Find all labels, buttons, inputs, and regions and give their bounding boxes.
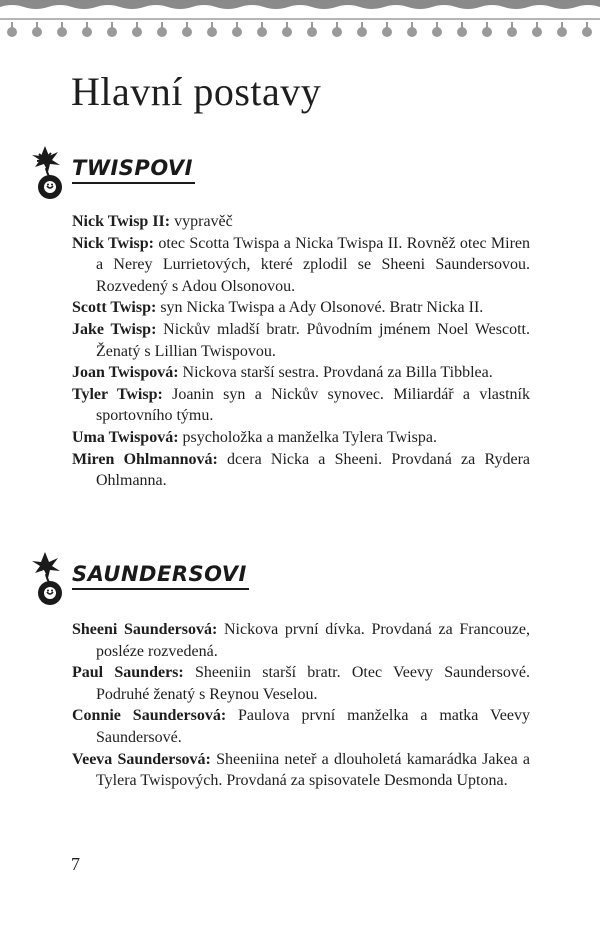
border-ornament [7,27,17,37]
border-ornament [182,27,192,37]
border-ornament [32,27,42,37]
border-ornament [157,27,167,37]
border-ornament [307,27,317,37]
border-ornament [11,22,13,28]
character-list-saundersovi [72,619,530,792]
border-ornament [486,22,488,28]
bomb-icon [28,146,72,200]
border-ornament [57,27,67,37]
section-header-saundersovi [28,552,568,608]
character-name: Sheeni Saundersová: [72,621,218,638]
character-entry [72,362,530,384]
border-ornament [432,27,442,37]
section-header-twispovi [28,146,568,202]
border-ornament [407,27,417,37]
bomb-icon [28,552,72,606]
character-name: Paul Saunders: [72,664,184,682]
character-entry [72,705,530,748]
character-entry [72,427,530,449]
border-ornament [511,22,513,28]
page-number: 7 [71,854,80,874]
border-ornament [82,27,92,37]
border-ornament [136,22,138,28]
character-entry [72,233,530,298]
section-title: SAUNDERSOVI [72,564,247,585]
border-ornament [186,22,188,28]
character-description: syn Nicka Twispa a Ady Olsonové. Bratr Nicka II. [160,299,484,317]
page-title: Hlavní postavy [71,69,322,114]
border-ornament [161,22,163,28]
character-description: Nickova první dívka. Provdaná za Francouze, posléze rozvedená. [96,621,531,660]
border-ornament [207,27,217,37]
character-name: Uma Twispová: [72,428,179,446]
border-ornament [482,27,492,37]
character-description: dcera Nicka a Sheeni. Provdaná za Rydera Ohlmanna. [96,450,531,490]
border-ornament [386,22,388,28]
character-entry [72,619,530,662]
character-description: Joanin syn a Nickův synovec. Miliardář a vlastník sportovního týmu. [96,385,530,425]
character-description: Sheeniin starší bratr. Otec Veevy Saundersové. Podruhé ženatý s Reynou Veselou. [96,664,531,703]
character-name: Nick Twisp II: [72,213,171,230]
character-description: vypravěč [174,213,233,230]
border-ornament [282,27,292,37]
border-ornament [107,27,117,37]
border-ornament [286,22,288,28]
character-name: Nick Twisp: [72,234,154,252]
character-name: Veeva Saundersová: [72,750,211,768]
border-ornament [211,22,213,28]
character-description: psycholožka a manželka Tylera Twispa. [182,428,437,446]
character-entry [72,319,530,362]
border-ornament [382,27,392,37]
character-list-twispovi [72,211,530,492]
border-ornament [507,27,517,37]
character-description: Nickova starší sestra. Provdaná za Billa Tibblea. [182,364,493,382]
border-ornament [61,22,63,28]
section-title: TWISPOVI [72,158,193,179]
decorative-border [0,0,600,48]
character-name: Scott Twisp: [72,299,157,317]
border-ornament [361,22,363,28]
border-ornament [586,22,588,28]
border-ornament [532,27,542,37]
border-ornament [336,22,338,28]
border-ornament [236,22,238,28]
border-ornament [436,22,438,28]
character-entry [72,749,530,792]
border-ornament [557,27,567,37]
border-ornament [332,27,342,37]
border-ornament [536,22,538,28]
border-ornament [311,22,313,28]
border-ornament [582,27,592,37]
border-ornament [111,22,113,28]
border-ornament [561,22,563,28]
border-ornament [232,27,242,37]
character-description: Sheeniina neteř a dlouholetá kamarádka Jakea a Tylera Twispových. Provdaná za spisovatele Desmonda Uptona. [96,750,531,790]
character-name: Jake Twisp: [72,320,157,338]
character-name: Tyler Twisp: [72,385,163,403]
character-entry [72,211,530,233]
border-ornament [457,27,467,37]
character-description: otec Scotta Twispa a Nicka Twispa II. Rovněž otec Miren a Nerey Lurrietových, které zplodil se Sheeni Saundersovou. Rozvedený s Adou Olsonovou. [96,234,531,295]
character-name: Miren Ohlmannová: [72,450,218,468]
border-ornament [132,27,142,37]
border-ornament [261,22,263,28]
character-entry [72,662,530,705]
border-ornament [461,22,463,28]
border-ornament [36,22,38,28]
character-entry [72,449,530,492]
character-name: Connie Saundersová: [72,707,227,725]
border-ornament [357,27,367,37]
border-ornament [257,27,267,37]
border-ornament [86,22,88,28]
character-name: Joan Twispová: [72,364,179,382]
character-entry [72,384,530,427]
border-ornament [411,22,413,28]
character-entry [72,297,530,319]
character-description: Paulova první manželka a matka Veevy Saundersové. [96,707,530,746]
character-description: Nickův mladší bratr. Původním jménem Noel Wescott. Ženatý s Lillian Twispovou. [96,320,530,360]
